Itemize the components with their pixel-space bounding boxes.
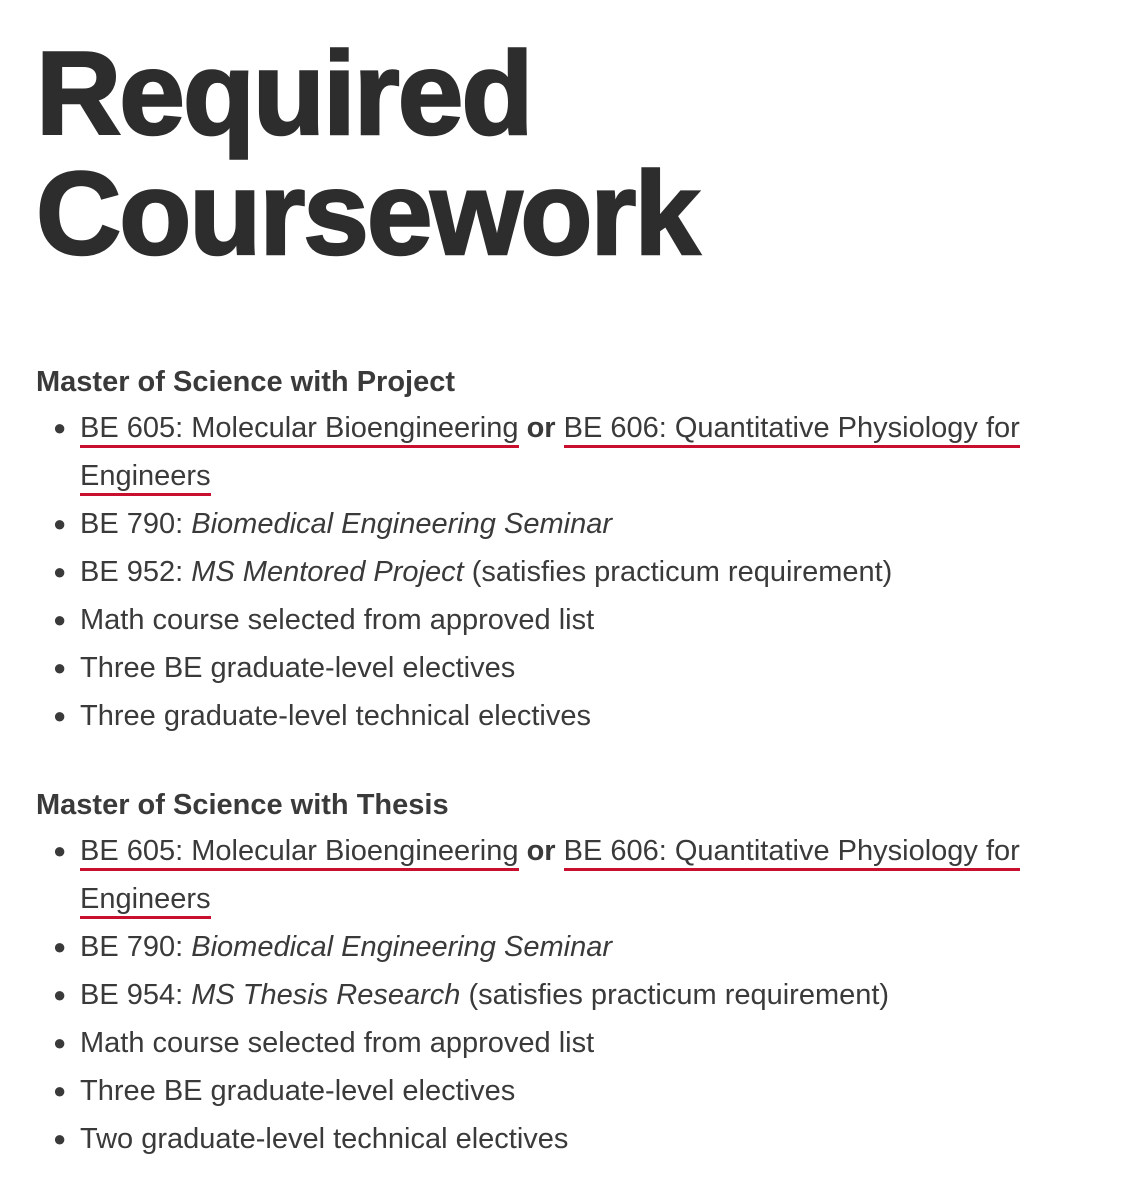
list-item [53,404,1098,500]
course-link-be605[interactable]: BE 605: Molecular Bioengineering [80,835,519,871]
bullet-icon: ● [53,703,67,728]
requirement-text: Math course selected from approved list [80,604,595,636]
list-item [53,971,1098,1019]
list-item [53,923,1098,971]
bullet-icon: ● [53,1126,67,1151]
requirement-text: Math course selected from approved list [80,1027,595,1059]
course-code: BE 954: [80,979,192,1011]
list-item [53,548,1098,596]
bullet-icon: ● [53,1078,67,1103]
course-list [36,827,1098,1163]
page-title: Required Coursework [36,28,698,280]
list-item [53,644,1098,692]
bullet-icon: ● [53,934,67,959]
course-list [36,404,1098,740]
list-item [53,1019,1098,1067]
course-code: BE 790: [80,931,192,963]
bullet-icon: ● [53,655,67,680]
bullet-icon: ● [53,511,67,536]
list-item [53,1067,1098,1115]
course-code: BE 790: [80,508,192,540]
requirement-text: Two graduate-level technical electives [80,1123,569,1155]
course-title: MS Mentored Project [191,556,464,588]
bullet-icon: ● [53,559,67,584]
section-heading: Master of Science with Thesis [36,789,449,821]
list-item [53,827,1098,923]
bullet-icon: ● [53,415,67,440]
course-note: (satisfies practicum requirement) [463,556,893,588]
bullet-icon: ● [53,982,67,1007]
course-note: (satisfies practicum requirement) [460,979,890,1011]
course-code: BE 952: [80,556,192,588]
section-ms-project [36,360,1098,740]
list-item [53,1115,1098,1163]
list-item [53,692,1098,740]
bullet-icon: ● [53,1030,67,1055]
course-link-be605[interactable]: BE 605: Molecular Bioengineering [80,412,519,448]
section-ms-thesis [36,783,1098,1163]
list-item [53,596,1098,644]
requirement-text: Three graduate-level technical electives [80,700,591,732]
course-title: Biomedical Engineering Seminar [191,931,612,963]
list-item [53,500,1098,548]
course-link-be606[interactable]: BE 606: Quantitative Physiology for Engineers [80,835,1020,919]
bullet-icon: ● [53,838,67,863]
bullet-icon: ● [53,607,67,632]
requirement-text: Three BE graduate-level electives [80,652,516,684]
or-connector: or [526,412,556,444]
or-connector: or [526,835,556,867]
course-link-be606[interactable]: BE 606: Quantitative Physiology for Engineers [80,412,1020,496]
course-title: MS Thesis Research [191,979,461,1011]
requirement-text: Three BE graduate-level electives [80,1075,516,1107]
section-heading: Master of Science with Project [36,366,456,398]
course-title: Biomedical Engineering Seminar [191,508,612,540]
